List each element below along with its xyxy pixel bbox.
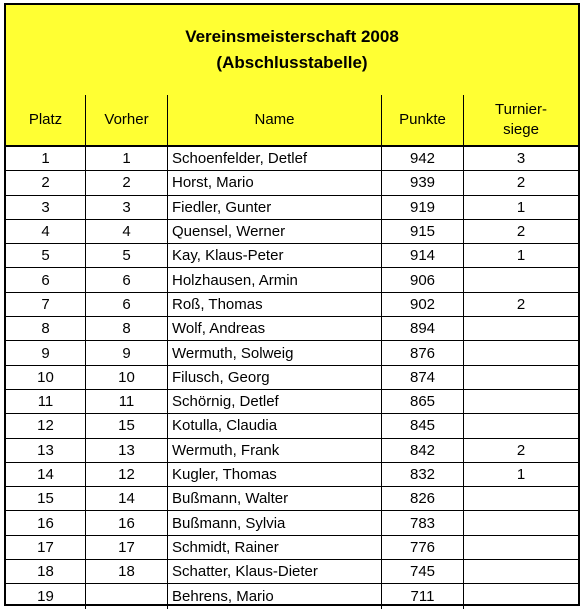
cell-platz: 14	[6, 463, 86, 486]
cell-vorher: 6	[86, 293, 168, 316]
header-turniersiege	[464, 95, 578, 145]
table-row	[6, 414, 578, 438]
cell-punkte: 894	[382, 317, 464, 340]
cell-turniersiege: 1	[516, 198, 526, 216]
title-line-1: Vereinsmeisterschaft 2008	[185, 27, 399, 46]
cell-platz: 7	[6, 293, 86, 316]
table-title	[6, 5, 578, 97]
cell-turniersiege	[464, 511, 578, 534]
cell-punkte: 942	[382, 147, 464, 170]
cell-turniersiege	[464, 366, 578, 389]
cell-vorher: 15	[86, 414, 168, 437]
cell-turniersiege: 2	[516, 174, 526, 192]
cell-punkte: 876	[382, 341, 464, 364]
cell-punkte: 826	[382, 487, 464, 510]
cell-turniersiege	[464, 414, 578, 437]
cell-turniersiege	[464, 584, 578, 608]
cell-platz: 16	[6, 511, 86, 534]
cell-platz: 4	[6, 220, 86, 243]
cell-punkte: 874	[382, 366, 464, 389]
cell-turniersiege	[464, 268, 578, 291]
table-row	[6, 268, 578, 292]
header-turniersiege-line-1: Turnier-	[495, 101, 547, 118]
cell-name: Schmidt, Rainer	[168, 536, 382, 559]
table-row	[6, 560, 578, 584]
cell-platz: 8	[6, 317, 86, 340]
cell-vorher: 3	[86, 196, 168, 219]
cell-punkte: 745	[382, 560, 464, 583]
cell-name: Bußmann, Sylvia	[168, 511, 382, 534]
header-punkte: Punkte	[382, 95, 464, 145]
cell-platz: 2	[6, 171, 86, 194]
cell-turniersiege: 1	[516, 247, 526, 265]
cell-turniersiege: 2	[516, 441, 526, 459]
header-turniersiege-line-2: siege	[503, 121, 539, 138]
table-row	[6, 463, 578, 487]
header-platz: Platz	[6, 95, 86, 145]
table-row	[6, 341, 578, 365]
cell-name: Schoenfelder, Detlef	[168, 147, 382, 170]
cell-name: Behrens, Mario	[168, 584, 382, 608]
cell-platz: 19	[6, 584, 86, 608]
cell-vorher: 13	[86, 439, 168, 462]
cell-name: Roß, Thomas	[168, 293, 382, 316]
table-row	[6, 244, 578, 268]
cell-punkte: 914	[382, 244, 464, 267]
cell-punkte: 915	[382, 220, 464, 243]
cell-vorher: 17	[86, 536, 168, 559]
table-row	[6, 147, 578, 171]
table-row	[6, 366, 578, 390]
cell-platz: 10	[6, 366, 86, 389]
cell-punkte: 832	[382, 463, 464, 486]
cell-platz: 13	[6, 439, 86, 462]
cell-name: Filusch, Georg	[168, 366, 382, 389]
cell-punkte: 865	[382, 390, 464, 413]
cell-name: Kay, Klaus-Peter	[168, 244, 382, 267]
cell-punkte: 783	[382, 511, 464, 534]
cell-turniersiege	[464, 536, 578, 559]
cell-platz: 18	[6, 560, 86, 583]
cell-punkte: 906	[382, 268, 464, 291]
table-row	[6, 293, 578, 317]
table-row	[6, 317, 578, 341]
cell-name: Quensel, Werner	[168, 220, 382, 243]
cell-vorher: 11	[86, 390, 168, 413]
cell-punkte: 902	[382, 293, 464, 316]
cell-name: Horst, Mario	[168, 171, 382, 194]
table-row	[6, 196, 578, 220]
cell-vorher: 4	[86, 220, 168, 243]
cell-platz: 17	[6, 536, 86, 559]
cell-name: Wermuth, Frank	[168, 439, 382, 462]
cell-platz: 11	[6, 390, 86, 413]
table-row	[6, 584, 578, 608]
cell-vorher: 6	[86, 268, 168, 291]
cell-platz: 5	[6, 244, 86, 267]
cell-turniersiege: 1	[516, 466, 526, 483]
cell-platz: 9	[6, 341, 86, 364]
cell-turniersiege	[464, 487, 578, 510]
table-row	[6, 220, 578, 244]
cell-punkte: 845	[382, 414, 464, 437]
cell-turniersiege	[464, 317, 578, 340]
table-row	[6, 390, 578, 414]
cell-vorher: 2	[86, 171, 168, 194]
results-table	[4, 3, 580, 606]
table-row	[6, 439, 578, 463]
cell-name: Holzhausen, Armin	[168, 268, 382, 291]
cell-punkte: 939	[382, 171, 464, 194]
cell-vorher: 1	[86, 147, 168, 170]
cell-turniersiege	[464, 560, 578, 583]
cell-name: Schörnig, Detlef	[168, 390, 382, 413]
cell-platz: 1	[6, 147, 86, 170]
cell-name: Kotulla, Claudia	[168, 414, 382, 437]
cell-vorher: 5	[86, 244, 168, 267]
cell-vorher: 9	[86, 341, 168, 364]
title-line-2: (Abschlusstabelle)	[216, 53, 368, 72]
cell-punkte: 842	[382, 439, 464, 462]
cell-turniersiege: 3	[516, 150, 526, 168]
cell-name: Fiedler, Gunter	[168, 196, 382, 219]
cell-name: Schatter, Klaus-Dieter	[168, 560, 382, 583]
cell-platz: 6	[6, 268, 86, 291]
cell-vorher: 18	[86, 560, 168, 583]
cell-platz: 12	[6, 414, 86, 437]
cell-punkte: 776	[382, 536, 464, 559]
cell-name: Wermuth, Solweig	[168, 341, 382, 364]
cell-turniersiege	[464, 341, 578, 364]
cell-vorher	[86, 584, 168, 608]
cell-vorher: 10	[86, 366, 168, 389]
cell-platz: 15	[6, 487, 86, 510]
cell-name: Wolf, Andreas	[168, 317, 382, 340]
cell-punkte: 711	[382, 584, 464, 608]
cell-punkte: 919	[382, 196, 464, 219]
cell-vorher: 14	[86, 487, 168, 510]
table-row	[6, 171, 578, 195]
cell-vorher: 8	[86, 317, 168, 340]
table-body	[6, 147, 578, 609]
cell-name: Bußmann, Walter	[168, 487, 382, 510]
table-row	[6, 511, 578, 535]
cell-turniersiege	[464, 390, 578, 413]
header-name: Name	[168, 95, 382, 145]
cell-vorher: 16	[86, 511, 168, 534]
table-row	[6, 536, 578, 560]
table-row	[6, 487, 578, 511]
cell-vorher: 12	[86, 463, 168, 486]
cell-turniersiege: 2	[516, 295, 526, 313]
cell-platz: 3	[6, 196, 86, 219]
header-vorher: Vorher	[86, 95, 168, 145]
header-row	[6, 95, 578, 147]
cell-name: Kugler, Thomas	[168, 463, 382, 486]
cell-turniersiege: 2	[516, 223, 526, 241]
